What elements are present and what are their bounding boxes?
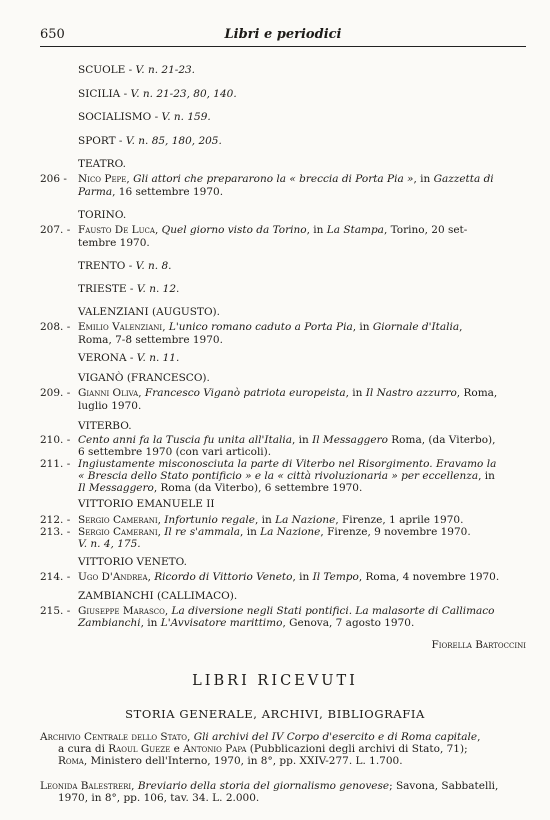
text-run: V. n. 8. (135, 260, 172, 272)
text-run: tembre 1970. (78, 237, 150, 249)
text-run: , in (240, 526, 261, 538)
text-run: Roma (58, 755, 84, 767)
signature (431, 639, 526, 652)
text-run: , (164, 605, 172, 617)
text-run: 6 settembre 1970 (con vari articoli). (78, 446, 272, 458)
text-run: Roma, 7-8 settembre 1970. (78, 334, 223, 346)
text-run: Fausto De Luca (78, 224, 155, 236)
text-run: TORINO. (78, 209, 127, 221)
text-run: 1970, in 8°, pp. 106, tav. 34. L. 2.000. (58, 792, 260, 804)
text-run: Gli attori che prepararono la « breccia di Porta Pia » (133, 173, 414, 185)
bibliography-line (58, 792, 259, 805)
text-run: V. n. 85, 180, 205. (125, 135, 222, 147)
text-run: , (147, 571, 155, 583)
section-heading (0, 708, 550, 721)
bibliography-line (58, 755, 403, 768)
entry-number: 213. - (40, 526, 71, 538)
text-run: VALENZIANI (AUGUSTO). (78, 306, 220, 318)
text-run: e (170, 743, 184, 755)
text-run: Breviario della storia del giornalismo genovese (137, 780, 390, 792)
text-run: La diversione negli Stati pontifici. La malasorte di Callimaco (171, 605, 495, 617)
entry-number: 215. - (40, 605, 71, 617)
text-run: Antonio Papa (183, 743, 247, 755)
text-run: SOCIALISMO - (78, 111, 162, 123)
text-run: , in (306, 224, 327, 236)
text-run: Ricordo di Vittorio Veneto (154, 571, 293, 583)
text-run: TEATRO. (78, 158, 126, 170)
subject-heading (78, 590, 237, 603)
text-line (78, 482, 362, 495)
text-run: , in (291, 434, 313, 446)
text-run: L'Avvisatore marittimo (160, 617, 283, 629)
text-line (78, 400, 141, 413)
header-rule (40, 46, 526, 47)
text-run: , in (140, 617, 161, 629)
text-run: Il Nastro azzurro (365, 387, 457, 399)
text-run: , (126, 173, 134, 185)
text-run: Ingiustamente misconosciuta la parte di Viterbo nel Risorgimento. Eravamo la (78, 458, 497, 470)
section-heading (0, 675, 550, 688)
subject-heading (78, 420, 132, 433)
text-run: VITERBO. (78, 420, 132, 432)
text-run: , (157, 514, 165, 526)
text-run: VITTORIO VENETO. (78, 556, 187, 568)
entry-number: 207. - (40, 224, 71, 236)
text-run: Sergio Camerani (78, 514, 158, 526)
cross-reference (78, 135, 222, 148)
text-run: Infortunio regale (164, 514, 255, 526)
text-run: Nico Pepe (78, 173, 127, 185)
text-run: LIBRI RICEVUTI (192, 673, 358, 689)
text-run: Giuseppe Marasco (78, 605, 165, 617)
text-run: , (138, 387, 145, 399)
text-run: Fiorella Bartoccini (431, 639, 526, 651)
text-run: Gianni Oliva (78, 387, 139, 399)
text-run: Francesco Viganò patriota europeista (144, 387, 346, 399)
text-run: , Roma, (456, 387, 498, 399)
cross-reference (78, 88, 237, 101)
text-run: L'unico romano caduto a Porta Pia (168, 321, 353, 333)
text-run: , (162, 321, 169, 333)
text-run: , (154, 224, 162, 236)
subject-heading (78, 556, 187, 569)
text-run: Emilio Valenziani (78, 321, 163, 333)
text-run: , Torino, 20 set- (383, 224, 468, 236)
text-run: luglio 1970. (78, 400, 142, 412)
subject-heading (78, 306, 220, 319)
text-run: , (131, 780, 138, 792)
entry-line (40, 224, 528, 237)
text-run: Ugo D'Andrea (78, 571, 148, 583)
text-run: (Pubblicazioni degli archivi di Stato, 71); (246, 743, 468, 755)
text-run: ; Savona, Sabbatelli, (389, 780, 499, 792)
text-run: TRENTO - (78, 260, 136, 272)
text-run: La Nazione (260, 526, 321, 538)
entry-number: 212. - (40, 514, 71, 526)
subject-heading (78, 209, 126, 222)
cross-reference (78, 283, 179, 296)
page-number: 650 (40, 27, 65, 42)
text-run: , (459, 321, 463, 333)
subject-heading (78, 498, 215, 511)
text-run: Roma, (da Viterbo), (387, 434, 496, 446)
text-run: , in (352, 321, 373, 333)
subject-heading (78, 372, 210, 385)
entry-number: 211. - (40, 458, 71, 470)
entry-line (40, 321, 528, 334)
text-line (78, 538, 141, 551)
entry-number: 214. - (40, 571, 71, 583)
text-run: Gli archivi del IV Corpo d'esercito e di Roma capitale (193, 731, 478, 743)
running-title: Libri e periodici (224, 27, 342, 42)
text-run: V. n. 4, 175. (78, 538, 141, 550)
cross-reference (78, 260, 172, 273)
text-run: Quel giorno visto da Torino (161, 224, 307, 236)
text-run: VIGANÒ (FRANCESCO). (78, 372, 210, 384)
text-run: , 16 settembre 1970. (112, 186, 224, 198)
text-run: SPORT - (78, 135, 126, 147)
subject-heading (78, 158, 126, 171)
text-run: V. n. 12. (136, 283, 180, 295)
text-run: , (477, 731, 481, 743)
text-line (78, 186, 223, 199)
entry-number: 206 - (40, 173, 67, 185)
text-run: V. n. 11. (136, 352, 180, 364)
text-line (78, 617, 414, 630)
text-run: La Nazione (275, 514, 336, 526)
text-run: Sergio Camerani (78, 526, 158, 538)
text-run: , Genova, 7 agosto 1970. (282, 617, 415, 629)
text-run: TRIESTE - (78, 283, 137, 295)
cross-reference (78, 352, 179, 365)
entry-line (40, 571, 528, 584)
text-run: , in (413, 173, 434, 185)
text-run: Il re s'ammala (164, 526, 241, 538)
text-run: V. n. 21-23. (135, 64, 196, 76)
running-header (40, 27, 526, 45)
text-run: , Roma, 4 novembre 1970. (358, 571, 500, 583)
text-run: ZAMBIANCHI (CALLIMACO). (78, 590, 238, 602)
cross-reference (78, 111, 211, 124)
text-run: V. n. 159. (161, 111, 211, 123)
text-run: , (157, 526, 165, 538)
text-run: VITTORIO EMANUELE II (78, 498, 215, 510)
text-run: , in (345, 387, 366, 399)
text-run: La Stampa (326, 224, 384, 236)
text-run: , Ministero dell'Interno, 1970, in 8°, pp. XXIV-277. L. 1.700. (83, 755, 403, 767)
text-run: Leonida Balestreri (40, 780, 132, 792)
text-run: , in (478, 470, 495, 482)
text-run: Zambianchi (78, 617, 141, 629)
text-run: a cura di (58, 743, 109, 755)
text-line (78, 237, 150, 250)
entry-line (40, 173, 528, 186)
text-run: SICILIA - (78, 88, 131, 100)
text-run: VERONA - (78, 352, 137, 364)
entry-number: 210. - (40, 434, 71, 446)
entry-line (40, 387, 528, 400)
text-run: , in (292, 571, 313, 583)
text-run: Raoul Gueze (108, 743, 171, 755)
entry-number: 209. - (40, 387, 71, 399)
text-line (78, 334, 223, 347)
text-run: STORIA GENERALE, ARCHIVI, BIBLIOGRAFIA (125, 707, 425, 721)
text-run: Cento anni fa la Tuscia fu unita all'Italia (78, 434, 292, 446)
text-run: Il Messaggero (312, 434, 388, 446)
text-run: Archivio Centrale dello Stato (40, 731, 187, 743)
text-run: V. n. 21-23, 80, 140. (130, 88, 237, 100)
text-run: , Roma (da Viterbo), 6 settembre 1970. (153, 482, 363, 494)
text-run: , in (254, 514, 276, 526)
text-run: , (187, 731, 194, 743)
text-run: Il Tempo (312, 571, 359, 583)
text-run: Giornale d'Italia (372, 321, 460, 333)
text-run: Il Messaggero (78, 482, 154, 494)
text-run: SCUOLE - (78, 64, 136, 76)
text-run: « Brescia dello Stato pontificio » e la « città rivoluzionaria » per eccellenza (78, 470, 479, 482)
text-run: Gazzetta di (433, 173, 494, 185)
text-run: , Firenze, 9 novembre 1970. (320, 526, 471, 538)
entry-number: 208. - (40, 321, 71, 333)
cross-reference (78, 64, 195, 77)
text-run: Parma (78, 186, 113, 198)
text-run: , Firenze, 1 aprile 1970. (335, 514, 464, 526)
